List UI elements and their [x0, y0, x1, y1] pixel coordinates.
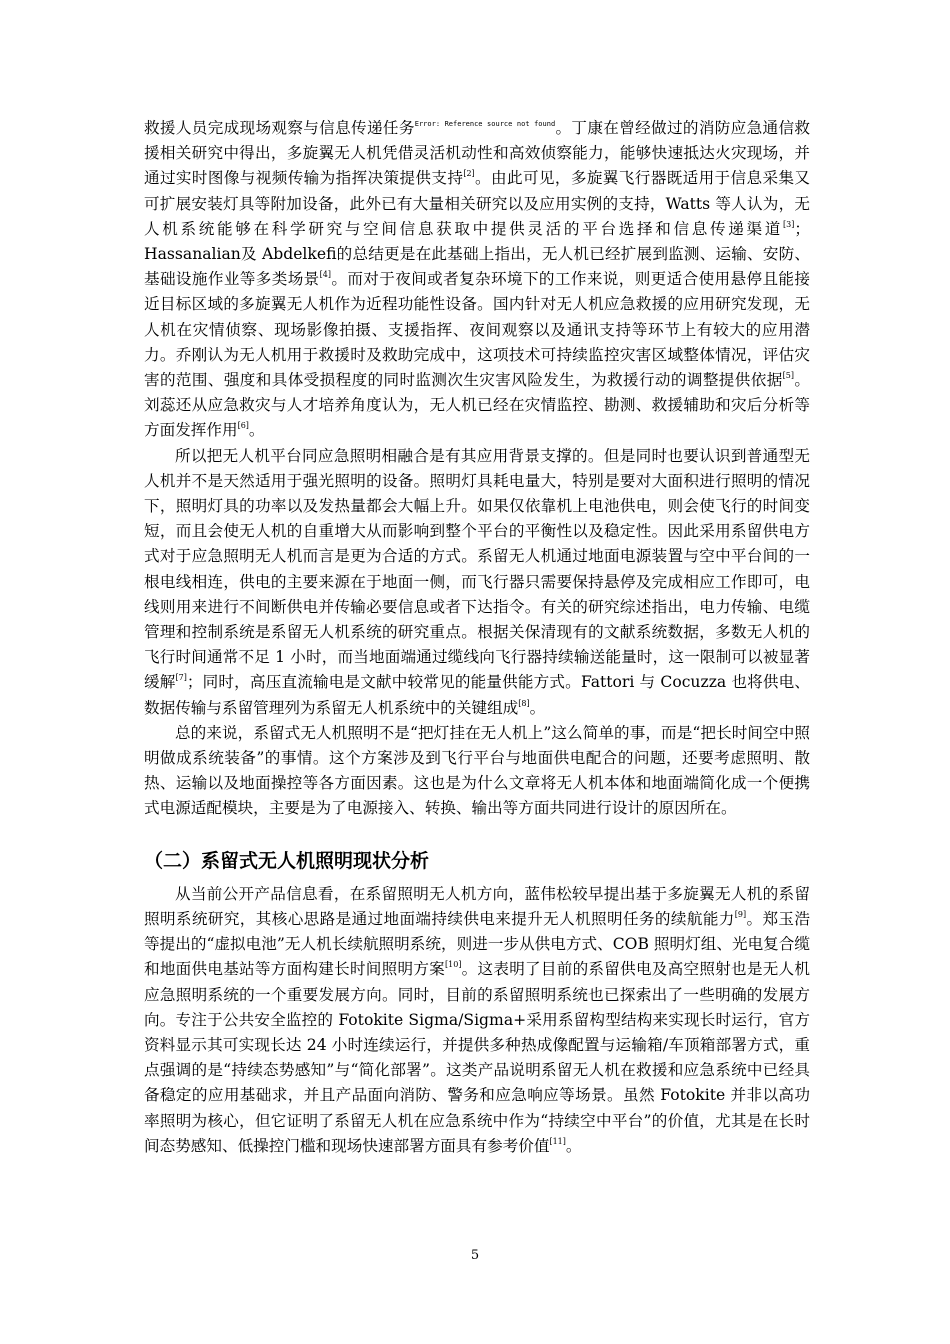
page-body [144, 112, 810, 1159]
citation-ref[interactable]: [2] [463, 169, 475, 179]
paragraph-text: 。 [529, 698, 546, 717]
citation-ref[interactable]: [3] [783, 219, 795, 229]
paragraph-3 [144, 721, 810, 822]
paragraph-text: 。丁康在曾经做过的消防应急通信救援相关研究中得出，多旋翼无人机凭借灵活机动性和高效侦察能力，能够快速抵达火灾现场，并通过实时图像与视频传输为指挥决策提供支持 [144, 119, 810, 188]
paragraph-text: 所以把无人机平台同应急照明相融合是有其应用背景支撑的。但是同时也要认识到普通型无人机并不是天然适用于强光照明的设备。照明灯具耗电量大，特别是要对大面积进行照明的情况下，照明灯具的功率以及发热量都会大幅上升。如果仅依靠机上电池供电，则会使飞行的时间变短，而且会使无人机的自重增大从而影响到整个平台的平衡性以及稳定性。因此采用系留供电方式对于应急照明无人机而言是更为合适的方式。系留无人机通过地面电源装置与空中平台间的一根电线相连，供电的主要来源在于地面一侧，而飞行器只需要保持悬停及完成相应工作即可，电线则用来进行不间断供电并传输必要信息或者下达指令。有关的研究综述指出，电力传输、电缆管理和控制系统是系留无人机系统的研究重点。根据关保清现有的文献系统数据，多数无人机的飞行时间通常不足 1 小时，而当地面端通过缆线向飞行器持续输送能量时，这一限制可以被显著缓解 [144, 446, 810, 692]
citation-ref[interactable]: [11] [549, 1136, 566, 1146]
paragraph-text: 。而对于夜间或者复杂环境下的工作来说，则更适合使用悬停且能接近目标区域的多旋翼无人机作为近程功能性设备。国内针对无人机应急救援的应用研究发现，无人机在灾情侦察、现场影像拍摄、支援指挥、夜间观察以及通讯支持等环节上有较大的应用潜力。乔刚认为无人机用于救援时及救助完成中，这项技术可持续监控灾害区域整体情况，评估灾害的范围、强度和具体受损程度的同时监测次生灾害风险发生，为救援行动的调整提供依据 [144, 270, 810, 390]
paragraph-4 [144, 882, 810, 1159]
paragraph-text: 总的来说，系留式无人机照明不是“把灯挂在无人机上”这么简单的事，而是“把长时间空中照明做成系统装备”的事情。这个方案涉及到飞行平台与地面供电配合的问题，还要考虑照明、散热、运输以及地面操控等各方面因素。这也是为什么文章将无人机本体和地面端简化成一个便携式电源适配模块，主要是为了电源接入、转换、输出等方面共同进行设计的原因所在。 [144, 723, 810, 818]
citation-ref[interactable]: [5] [782, 371, 795, 381]
paragraph-text: 。刘蕊还从应急救灾与人才培养角度认为，无人机已经在灾情监控、勘测、救援辅助和灾后分析等方面发挥作用 [144, 371, 810, 440]
page-number: 5 [470, 1248, 480, 1263]
paragraph-text: ；Hassanalian及 Abdelkefi的总结更是在此基础上指出，无人机已经扩展到监测、运输、安防、基础设施作业等多类场景 [144, 219, 810, 289]
section-heading: （二）系留式无人机照明现状分析 [144, 849, 430, 872]
paragraph-text: 。 [565, 1136, 582, 1155]
paragraph-text: ；同时，高压直流输电是文献中较常见的能量供能方式。Fattori 与 Cocuzza 也将供电、数据传输与系留管理列为系留无人机系统中的关键组成 [144, 673, 810, 717]
citation-ref[interactable]: [8] [518, 698, 530, 708]
reference-error-text: Error: Reference source not found [414, 120, 556, 128]
citation-ref[interactable]: [9] [734, 909, 747, 919]
paragraph-text: 。这表明了目前的系留供电及高空照射也是无人机应急照明系统的一个重要发展方向。同时，目前的系留照明系统也已探索出了一些明确的发展方向。专注于公共安全监控的 Fotokite Sigma/Sigma+采用系留构型结构来实现长时运行，官方资料显示其可实现长达 24 小时连续运行，并提供多种热成像配置与运输箱/车顶箱部署方式，重点强调的是“持续态势感知”与“简化部署”。这类产品说明系留无人机在救援和应急系统中已经具备稳定的应用基础求，并且产品面向消防、警务和应急响应等场景。虽然 Fotokite 并非以高功率照明为核心，但它证明了系留无人机在应急系统中作为“持续空中平台”的价值，尤其是在长时间态势感知、低操控门槛和现场快速部署方面具有参考价值 [144, 960, 810, 1155]
citation-ref[interactable]: [6] [237, 421, 249, 431]
citation-ref[interactable]: [10] [445, 960, 462, 970]
paragraph-text: 。 [248, 421, 265, 440]
paragraph-text: 。由此可见，多旋翼飞行器既适用于信息采集又可扩展安装灯具等附加设备，此外已有大量相关研究以及应用实例的支持，Watts 等人认为，无人机系统能够在科学研究与空间信息获取中提供灵活的平台选择和信息传递渠道 [144, 169, 810, 238]
paragraph-2 [144, 444, 810, 721]
citation-ref[interactable]: [4] [319, 270, 331, 280]
paragraph-text: 从当前公开产品信息看，在系留照明无人机方向，蓝伟松较早提出基于多旋翼无人机的系留照明系统研究，其核心思路是通过地面端持续供电来提升无人机照明任务的续航能力 [144, 884, 810, 928]
paragraph-text: 救援人员完成现场观察与信息传递任务 [144, 119, 415, 137]
paragraph-text: 。郑玉浩等提出的“虚拟电池”无人机长续航照明系统，则进一步从供电方式、COB 照明灯组、光电复合缆和地面供电基站等方面构建长时间照明方案 [144, 909, 810, 979]
citation-ref[interactable]: [7] [175, 673, 187, 683]
paragraph-1 [144, 112, 810, 444]
